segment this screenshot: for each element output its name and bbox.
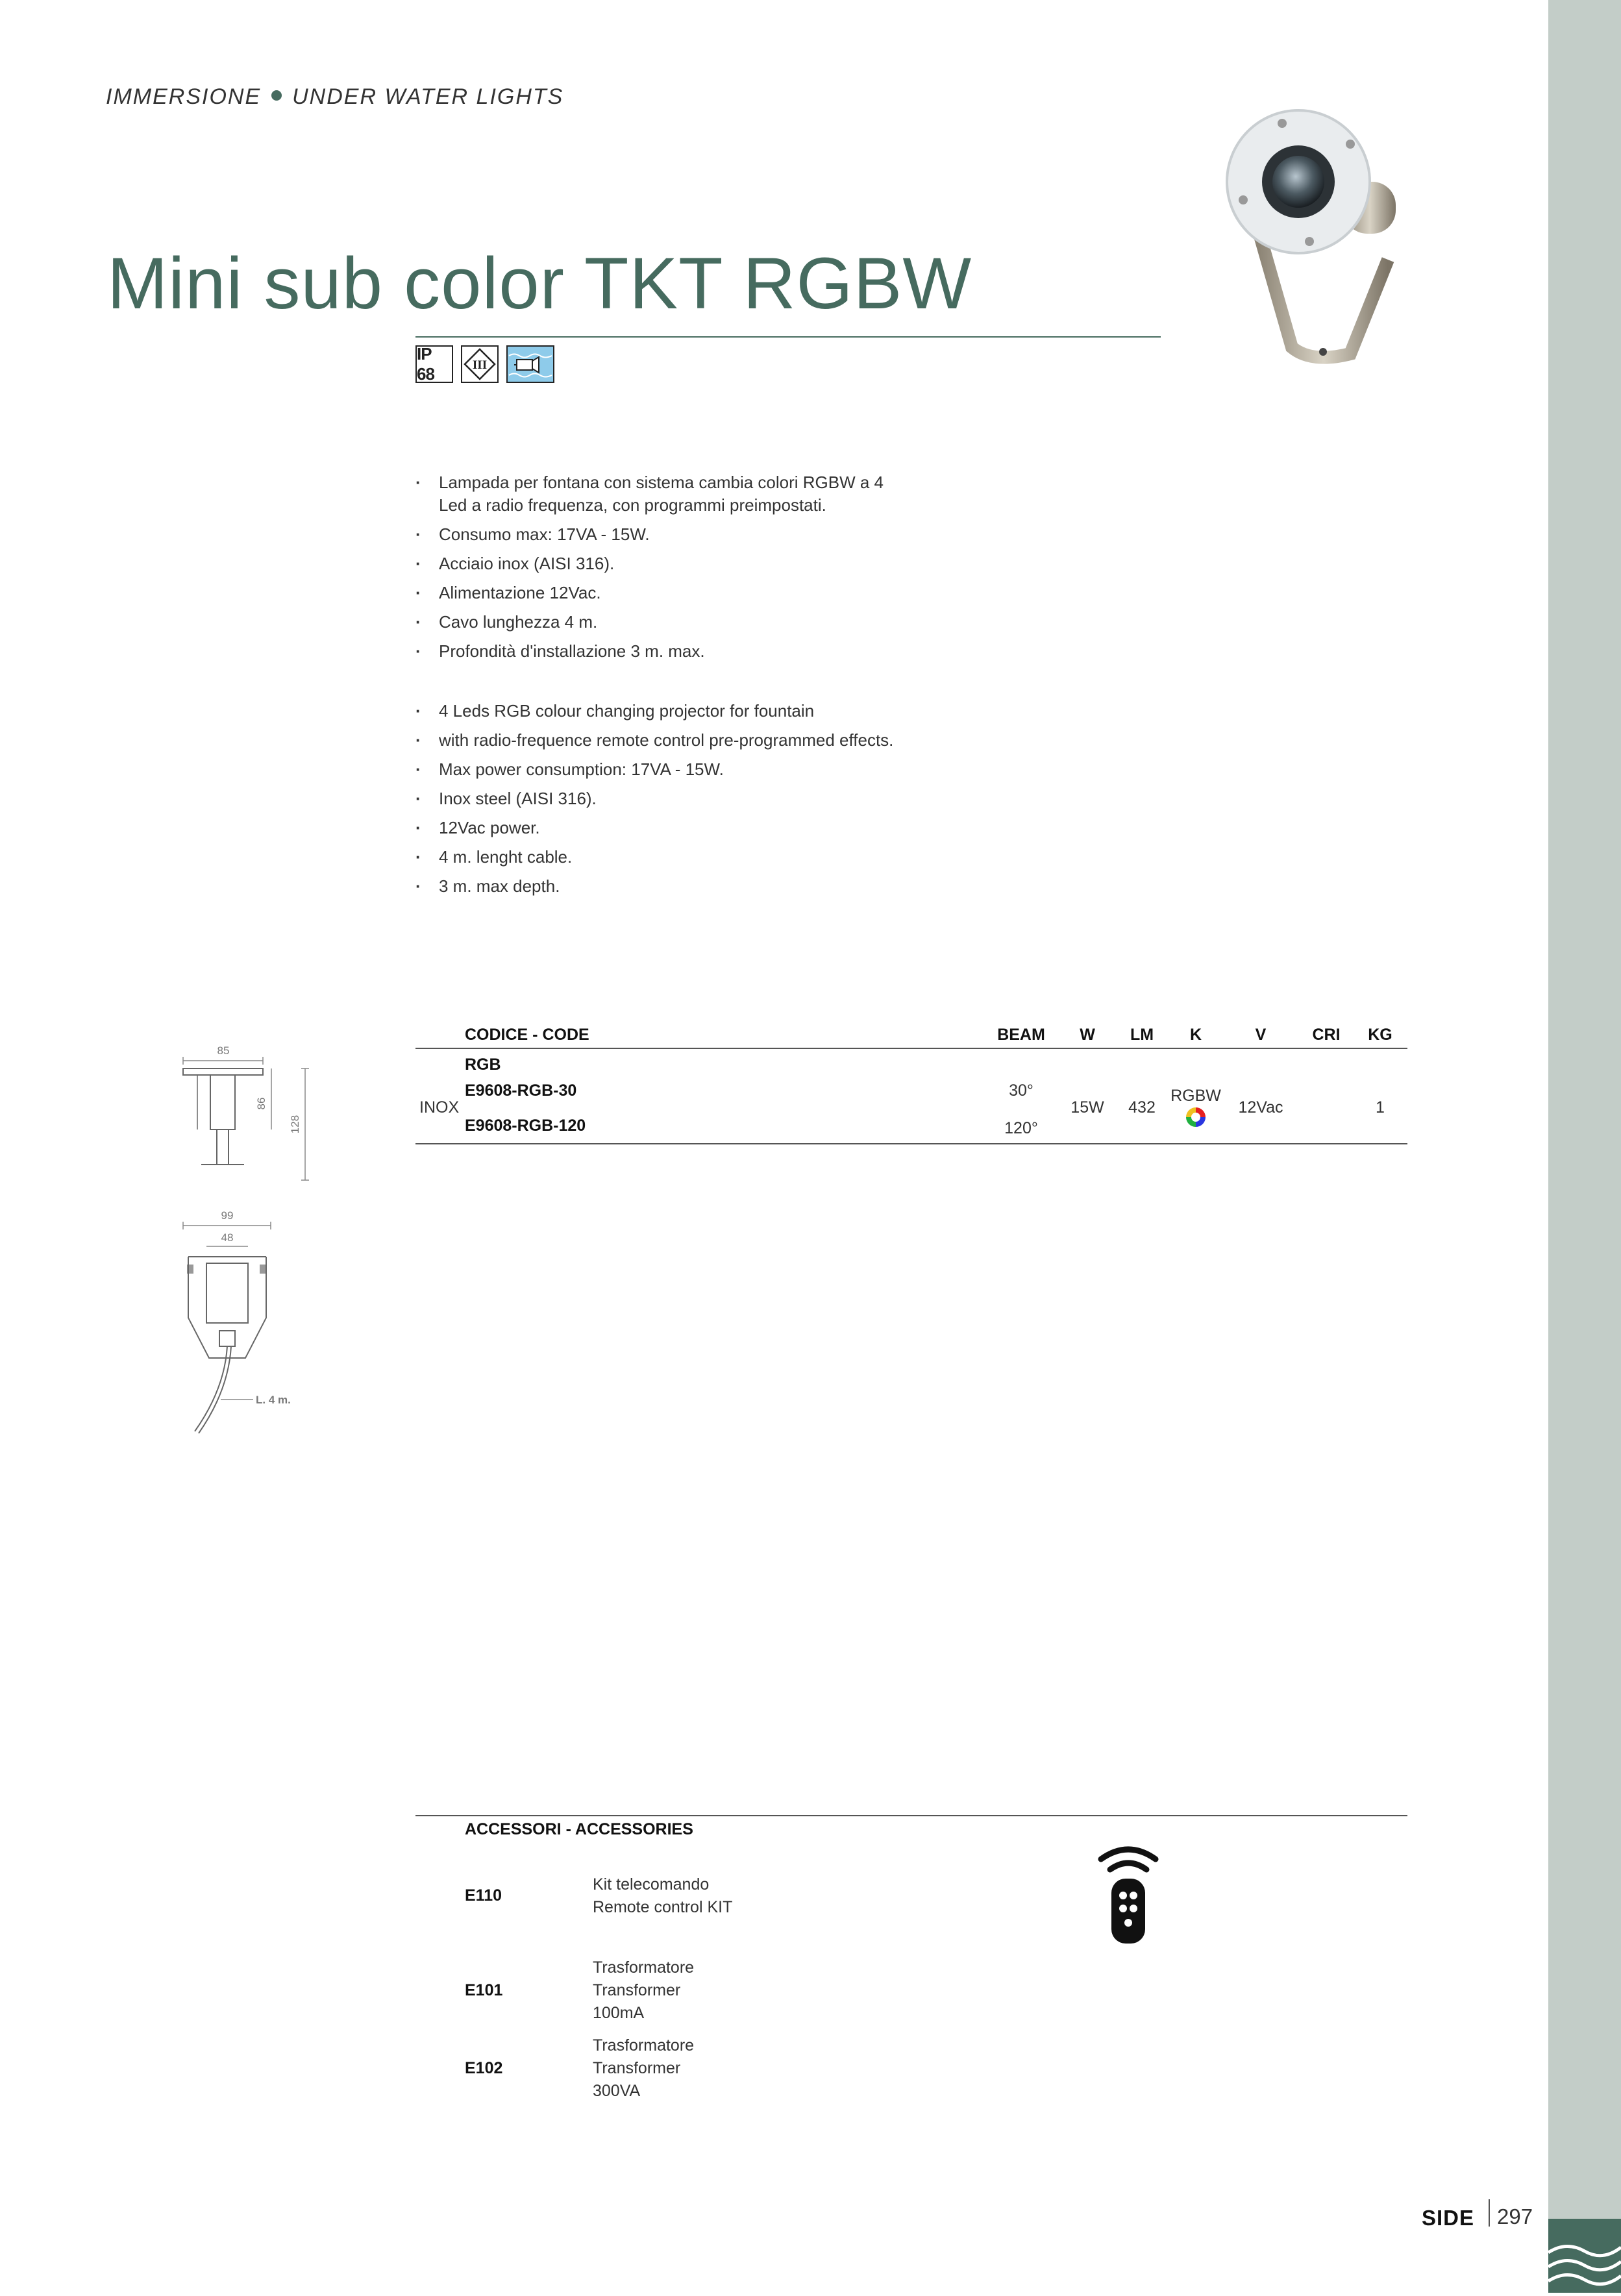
description-it-list: [415, 471, 909, 669]
lumen-cell: 432: [1128, 1098, 1156, 1117]
table-row-beam: 120°: [1004, 1119, 1038, 1137]
dimension-label: 48: [221, 1231, 234, 1244]
list-item: · Consumo max: 17VA - 15W.: [415, 523, 909, 546]
desc-line: 100mA: [593, 2004, 645, 2022]
header-lm: LM: [1130, 1026, 1154, 1044]
list-item: · Inox steel (AISI 316).: [415, 787, 909, 810]
dimension-label: 99: [221, 1209, 234, 1222]
rgb-color-wheel-icon: [1186, 1107, 1206, 1127]
section-rule: [415, 1815, 1407, 1816]
technical-drawing-front: [169, 1207, 325, 1441]
header-v: V: [1255, 1026, 1267, 1044]
list-item: · 4 Leds RGB colour changing projector for fountain: [415, 700, 909, 722]
desc-line: Transformer: [593, 2059, 681, 2077]
title-divider: [415, 336, 1161, 338]
footer-divider: [1489, 2199, 1490, 2227]
side-band: [1548, 0, 1621, 2293]
list-item: · 3 m. max depth.: [415, 875, 909, 898]
accessory-desc: [593, 1873, 732, 1919]
header-kg: KG: [1368, 1026, 1392, 1044]
accessory-desc: [593, 1957, 694, 2025]
page-number: 297: [1497, 2204, 1533, 2228]
list-item: · Lampada per fontana con sistema cambia colori RGBW a 4 Led a radio frequenza, con programmi preimpostati.: [415, 471, 909, 517]
desc-line: Transformer: [593, 1981, 681, 1999]
desc-line: 300VA: [593, 2082, 641, 2100]
accessories-heading: ACCESSORI - ACCESSORIES: [465, 1820, 693, 1838]
dimension-label: 86: [255, 1097, 267, 1110]
page-title: Mini sub color TKT RGBW: [107, 243, 972, 324]
material-cell: INOX: [419, 1098, 460, 1117]
underwater-icon: [506, 345, 554, 383]
desc-line: Trasformatore: [593, 1958, 695, 1977]
desc-line: Trasformatore: [593, 2036, 695, 2055]
technical-drawing-side: [169, 1039, 325, 1188]
dimension-label: 128: [289, 1115, 301, 1134]
table-row-beam: 30°: [1009, 1081, 1033, 1100]
voltage-cell: 12Vac: [1238, 1098, 1283, 1117]
table-row-code: E9608-RGB-120: [465, 1117, 586, 1135]
table-row-code: E9608-RGB-30: [465, 1081, 577, 1100]
header-w: W: [1080, 1026, 1095, 1044]
desc-line: Kit telecomando: [593, 1875, 710, 1894]
weight-cell: 1: [1376, 1098, 1385, 1117]
list-item: · Profondità d'installazione 3 m. max.: [415, 640, 909, 663]
header-k: K: [1189, 1026, 1202, 1044]
description-en-list: [415, 700, 909, 904]
product-image: [1220, 97, 1415, 376]
remote-control-icon: [1097, 1845, 1159, 1946]
brand-name: SIDE: [1422, 2206, 1475, 2230]
list-item: · Alimentazione 12Vac.: [415, 582, 909, 604]
dimension-label: 85: [217, 1044, 230, 1057]
table-rule: [415, 1143, 1407, 1144]
list-item: · Acciaio inox (AISI 316).: [415, 552, 909, 575]
class-iii-icon: [461, 345, 499, 383]
table-rule: [415, 1048, 1407, 1049]
accessory-code: E102: [465, 2059, 503, 2077]
breadcrumb: [106, 84, 563, 110]
desc-line: Remote control KIT: [593, 1898, 733, 1916]
list-item: · Max power consumption: 17VA - 15W.: [415, 758, 909, 781]
bullet-dot-icon: [271, 90, 282, 101]
header-code: CODICE - CODE: [465, 1026, 589, 1044]
header-cri: CRI: [1312, 1026, 1341, 1044]
header-beam: BEAM: [997, 1026, 1045, 1044]
watt-cell: 15W: [1070, 1098, 1104, 1117]
ip68-icon: IP 68: [415, 345, 453, 383]
color-cell: RGBW: [1170, 1087, 1221, 1105]
group-label: RGB: [465, 1055, 501, 1074]
accessory-desc: [593, 2034, 694, 2103]
waves-logo-icon: [1548, 2219, 1621, 2293]
category-en: UNDER WATER LIGHTS: [292, 84, 564, 109]
list-item: · 4 m. lenght cable.: [415, 846, 909, 869]
class-iii-label: III: [472, 358, 488, 372]
cable-label: L. 4 m.: [256, 1394, 291, 1406]
list-item: · with radio-frequence remote control pre-programmed effects.: [415, 729, 909, 752]
accessory-code: E110: [465, 1886, 502, 1905]
certification-icons: [415, 345, 554, 383]
list-item: · Cavo lunghezza 4 m.: [415, 611, 909, 634]
accessory-code: E101: [465, 1981, 503, 1999]
list-item: · 12Vac power.: [415, 817, 909, 839]
category-it: IMMERSIONE: [106, 84, 262, 109]
